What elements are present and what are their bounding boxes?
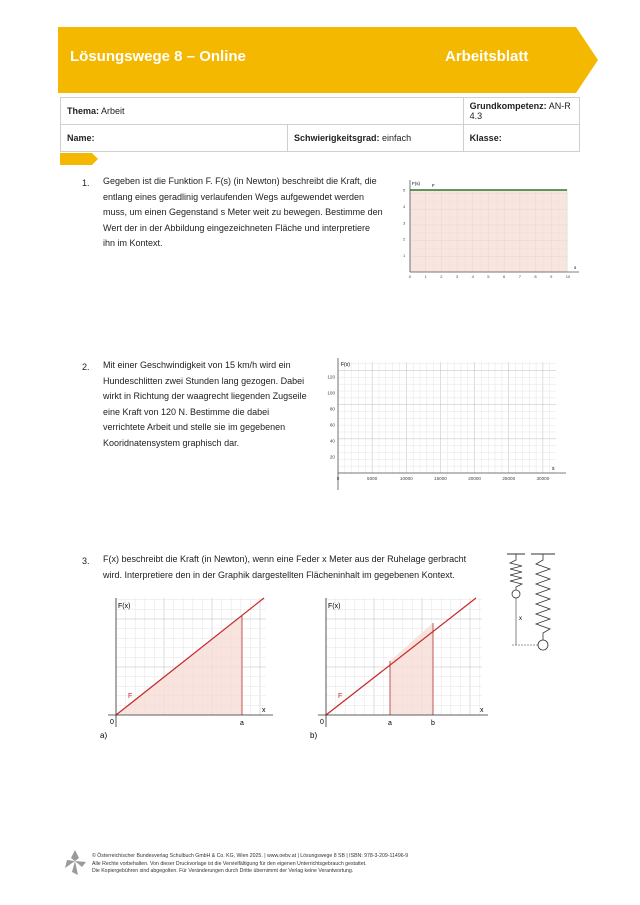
y-tick-label: 2	[403, 236, 406, 242]
x-tick-label: 9	[550, 274, 553, 279]
x-tick-label: 25000	[502, 476, 516, 481]
task-line: wirkt in Richtung der waagrecht liegenden Zugseile	[103, 391, 307, 401]
x-axis-label: s	[574, 265, 577, 270]
schwierigkeit-value: einfach	[382, 133, 412, 143]
origin-label: 0	[320, 719, 324, 726]
function-label: F	[432, 183, 435, 188]
y-axis-label: F(s)	[341, 362, 350, 368]
displacement-label: x	[519, 616, 522, 622]
footer-line: © Österreichischer Bundesverlag Schulbuch GmbH & Co. KG, Wien 2025. | www.oebv.at | Lösungswege 8 SB | ISBN: 978-3-209-11496-9	[92, 853, 409, 859]
x-tick-label: 10	[565, 274, 571, 279]
task-line: Kooridnatensystem graphisch dar.	[103, 437, 240, 448]
footer-line: Alle Rechte vorbehalten. Von dieser Druckvorlage ist die Vervielfältigung für den eigenen Unterrichtsgebrauch gestattet.	[92, 860, 367, 867]
mark-a-label: a	[388, 720, 392, 727]
mark-a-label: a	[240, 720, 244, 727]
task-2-number: 2.	[82, 362, 90, 372]
spring-rest	[510, 554, 522, 590]
header-accent	[60, 153, 100, 165]
name-label: Name:	[67, 133, 95, 143]
task-3-number: 3.	[82, 556, 90, 566]
x-tick-label: 15000	[434, 476, 447, 481]
spring-illustration	[503, 548, 563, 660]
graph-caption: a)	[100, 731, 108, 740]
kompetenz-label: Grundkompetenz:	[469, 101, 547, 111]
function-label: F	[338, 693, 343, 700]
y-tick-label: 4	[403, 203, 406, 209]
x-tick-label: 3	[455, 274, 459, 279]
origin-label: 0	[110, 719, 114, 726]
mark-b-label: b	[431, 720, 435, 727]
task-line: ihn im Kontext.	[103, 238, 163, 248]
graph-3b	[308, 595, 493, 745]
x-tick-label: 20000	[468, 476, 481, 481]
task-3-text	[103, 552, 503, 583]
task-line: Wert der in der Abbildung eingezeichneten Fläche und interpretiere	[103, 222, 371, 233]
x-tick-label: 0	[408, 274, 412, 279]
y-tick-label: 100	[327, 390, 335, 396]
x-tick-label: 4	[471, 274, 474, 279]
y-tick-label: 1	[403, 253, 406, 259]
task-line: wird. Interpretiere den in der Graphik dargestellten Flächeninhalt im gegebenen Kontext.	[103, 569, 455, 580]
task-line: verrichtete Arbeit und stelle sie im gegebenen	[103, 422, 286, 432]
x-axis-label: s	[552, 466, 555, 472]
graph-2	[318, 356, 568, 492]
task-line: muss, um einen Gegenstand s Meter weit zu bewegen. Bestimme den	[103, 207, 383, 217]
x-tick-label: 1	[424, 274, 427, 279]
x-tick-label: 5000	[367, 476, 378, 481]
area-under-f	[410, 190, 567, 272]
x-tick-label: 8	[534, 274, 537, 279]
graph-3a	[98, 595, 278, 745]
y-tick-label: 120	[327, 374, 335, 380]
x-tick-label: 30000	[536, 476, 550, 481]
x-axis-label: x	[480, 707, 484, 714]
y-axis-label: F(x)	[118, 603, 131, 610]
x-tick-label: 5	[487, 274, 490, 279]
y-tick-label: 80	[329, 406, 335, 412]
spring-stretched	[536, 554, 550, 640]
task-line: Gegeben ist die Funktion F. F(s) (in Newton) beschreibt die Kraft, die	[103, 176, 377, 186]
publisher-logo	[62, 848, 88, 878]
x-tick-label: 7	[518, 274, 521, 279]
y-tick-label: 60	[329, 422, 335, 428]
task-line: eine Kraft von 120 N. Bestimme die dabei	[103, 406, 270, 417]
x-tick-label: 10000	[399, 476, 413, 481]
task-2-text	[103, 358, 318, 451]
copyright-footer	[92, 853, 408, 876]
klasse-label: Klasse:	[469, 133, 502, 143]
task-line: entlang eines geradlinig verlaufenden Wegs aufgewendet werden	[103, 191, 365, 202]
book-title: Lösungswege 8 – Online	[70, 48, 246, 65]
y-tick-label: 5	[403, 187, 406, 193]
y-tick-label: 3	[403, 220, 406, 226]
task-line: F(x) beschreibt die Kraft (in Newton), wenn eine Feder x Meter aus der Ruhelage gerbracht	[103, 554, 467, 564]
footer-line: Die Kopiergebühren sind abgegolten. Für Veränderungen durch Dritte übernimmt der Verlag keine Verantwortung.	[92, 868, 354, 874]
kompetenz-value: AN-R 4.3	[469, 101, 571, 121]
y-tick-label: 20	[329, 454, 335, 460]
task-1-text	[103, 174, 393, 252]
y-axis-label: F(s)	[412, 181, 420, 186]
task-1-number: 1.	[82, 178, 90, 188]
graph-caption: b)	[310, 731, 318, 740]
x-axis-label: x	[262, 707, 266, 714]
thema-label: Thema:	[67, 106, 100, 116]
worksheet-label: Arbeitsblatt	[445, 48, 529, 65]
y-axis-label: F(x)	[328, 603, 341, 610]
schwierigkeit-label: Schwierigkeitsgrad:	[294, 133, 380, 143]
thema-value: Arbeit	[101, 106, 125, 116]
y-tick-label: 40	[329, 438, 335, 444]
graph-1	[396, 178, 584, 282]
task-line: Mit einer Geschwindigkeit von 15 km/h wird ein	[103, 360, 291, 370]
worksheet-header-table	[60, 97, 580, 152]
task-line: Hundeschlitten zwei Stunden lang gezogen. Dabei	[103, 375, 305, 386]
x-tick-label: 0	[336, 476, 340, 481]
x-tick-label: 6	[503, 274, 506, 279]
x-tick-label: 2	[440, 274, 443, 279]
function-label: F	[128, 693, 133, 700]
